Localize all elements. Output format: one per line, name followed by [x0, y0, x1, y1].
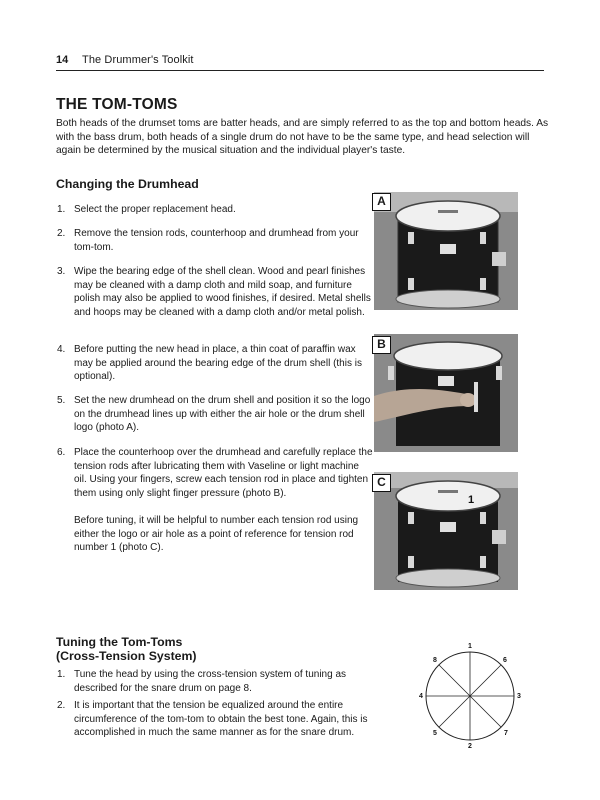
step-number: 1. [57, 204, 66, 215]
tuning-heading [56, 635, 197, 663]
rod-label-top: 1 [468, 643, 472, 650]
step-text: Set the new drumhead on the drum shell and position it so the logo on the drumhead lines up with either the air hole or the drum shell logo (photo A). [74, 395, 371, 434]
step-text: Tune the head by using the cross-tension system of tuning as described for the snare drum on page 8. [74, 669, 347, 694]
photo-a-label: A [372, 193, 391, 211]
rod-label-bottom: 2 [468, 743, 472, 750]
rod-label-right: 3 [517, 693, 521, 700]
page-number: 14 [56, 54, 69, 66]
tuning-note: Before tuning, it will be helpful to number each tension rod using either the logo or air hole as a point of reference for tension rod number 1 (photo C). [74, 515, 359, 554]
tension-rod-diagram [418, 640, 526, 750]
photo-c [374, 472, 518, 590]
changing-heading: Changing the Drumhead [56, 177, 199, 191]
tuning-heading-line1: Tuning the Tom-Toms [56, 635, 183, 649]
step-number: 6. [57, 447, 66, 458]
tuning-heading-line2: (Cross-Tension System) [56, 649, 197, 663]
header-rule [56, 70, 544, 71]
tension-rod-diagram-svg [418, 640, 526, 750]
step-number: 3. [57, 266, 66, 277]
step-text: It is important that the tension be equalized around the entire circumference of the tom-tom to obtain the best tone. Again, this is accomplished in much the same manner as for the snare drum. [74, 700, 368, 739]
running-title: The Drummer's Toolkit [82, 54, 194, 66]
rod-label-bottom-right: 7 [504, 730, 508, 737]
rod-label-bottom-left: 5 [433, 730, 437, 737]
photo-c-rod-number: 1 [468, 494, 475, 506]
section-heading: THE TOM-TOMS [56, 96, 178, 113]
rod-label-left: 4 [419, 693, 423, 700]
photo-b-label: B [372, 336, 391, 354]
photo-b [374, 334, 518, 452]
step-text: Place the counterhoop over the drumhead and carefully replace the tension rods after lubricating them with Vaseline or light machine oil. Using your fingers, screw each tension rod in place and tighten them using only slight finger pressure (photo B). [74, 447, 373, 500]
step-text: Remove the tension rods, counterhoop and drumhead from your tom-tom. [74, 228, 359, 253]
step-number: 1. [57, 669, 66, 680]
step-number: 2. [57, 700, 66, 711]
step-text: Wipe the bearing edge of the shell clean. Wood and pearl finishes may be cleaned with a damp cloth and mild soap, and furniture polish may also be applied to wood finishes, if desired. Metal shells and hoops may be cleaned with a damp cloth and/or metal polish. [74, 266, 371, 319]
rod-label-top-right: 6 [503, 657, 507, 664]
step-text: Select the proper replacement head. [74, 204, 236, 215]
step-number: 2. [57, 228, 66, 239]
photo-c-label: C [372, 474, 391, 492]
step-number: 5. [57, 395, 66, 406]
rod-label-top-left: 8 [433, 657, 437, 664]
intro-paragraph: Both heads of the drumset toms are batter heads, and are simply referred to as the top and bottom heads. As with the bass drum, both heads of a single drum do not have to be the same type, and head selection will again be determined by the musical situation and the individual player's taste. [56, 118, 549, 157]
step-text: Before putting the new head in place, a thin coat of paraffin wax may be applied around the bearing edge of the drum shell (this is optional). [74, 344, 362, 383]
photo-a [374, 192, 518, 310]
step-number: 4. [57, 344, 66, 355]
